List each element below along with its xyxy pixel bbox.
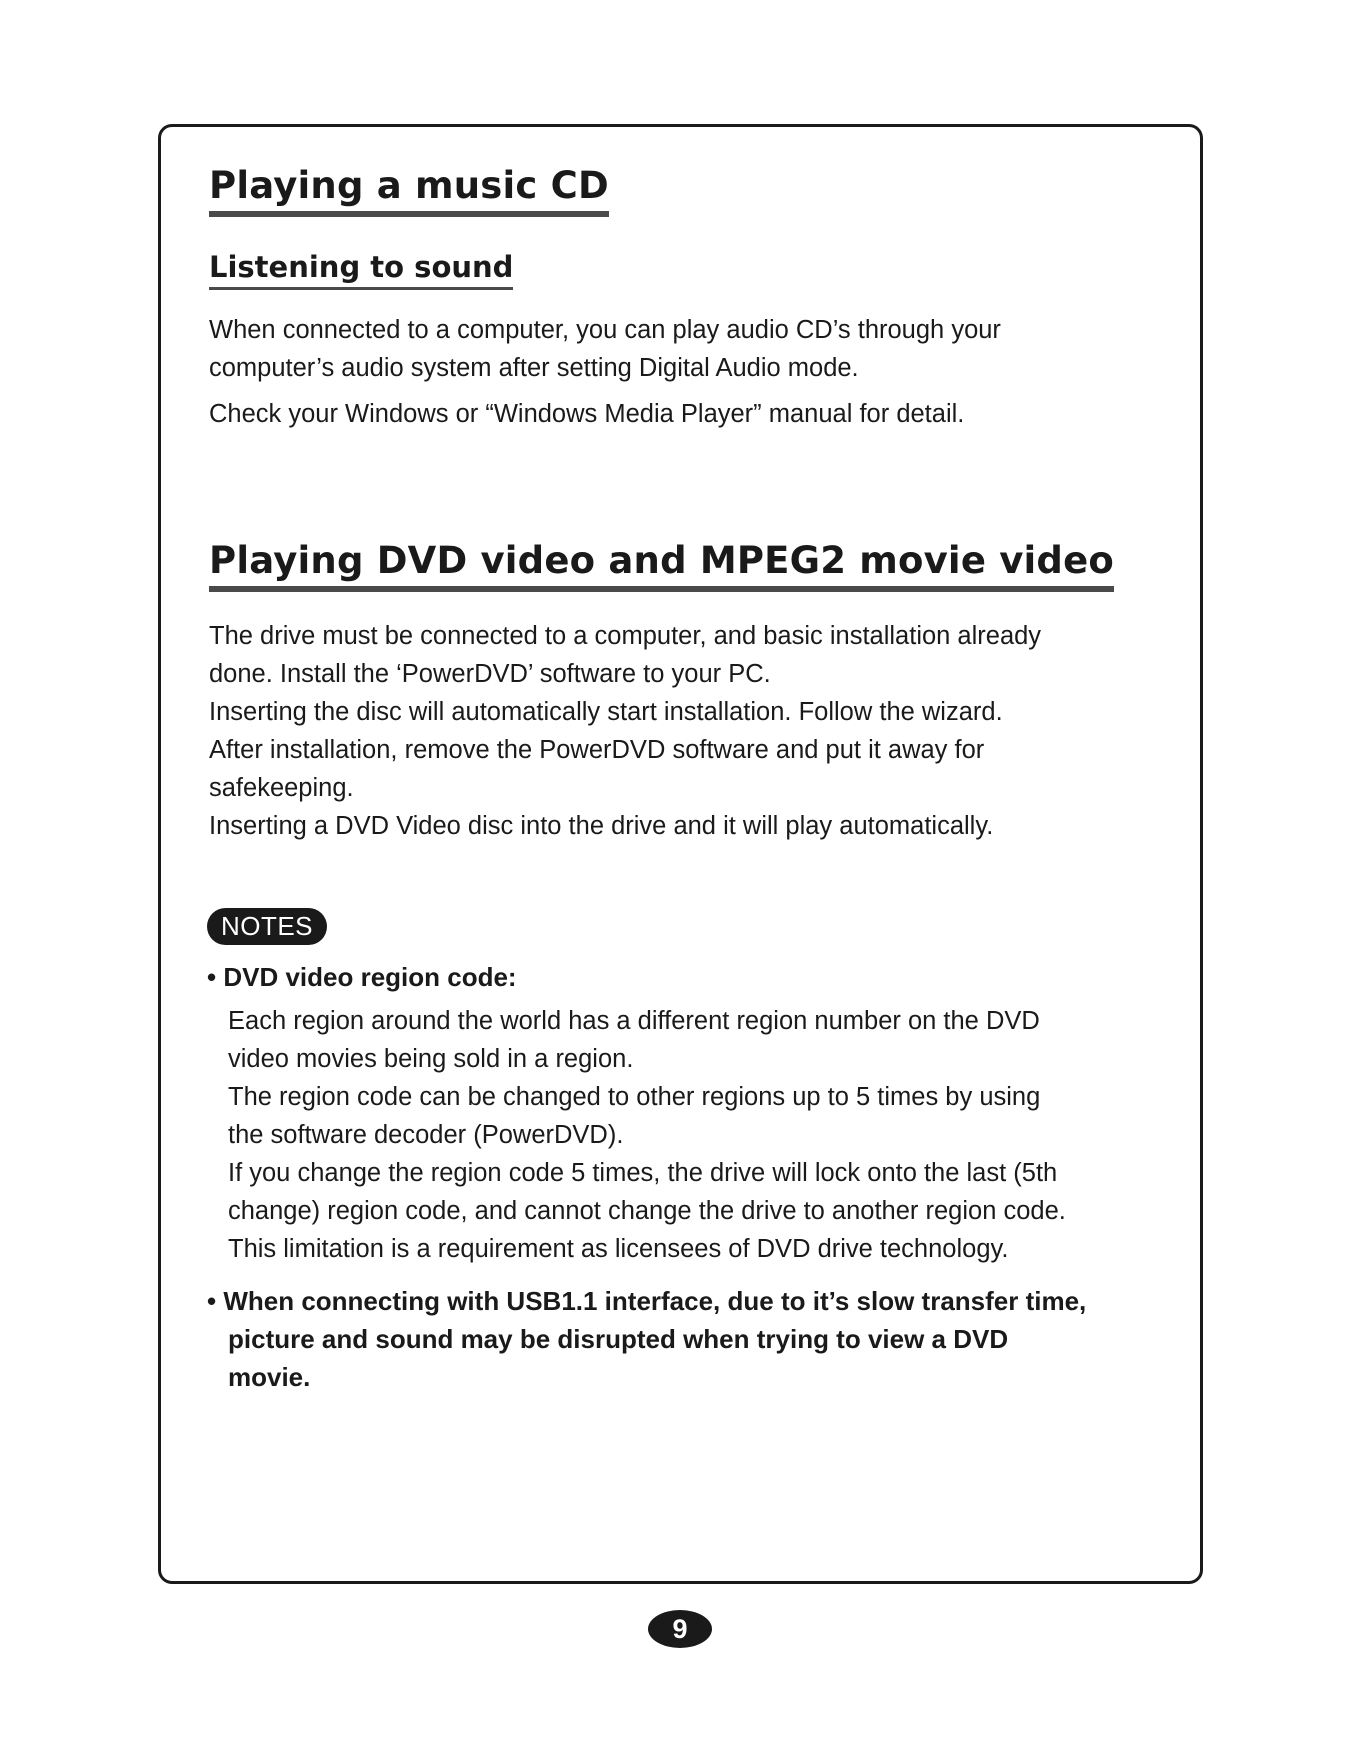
note1-line-3: The region code can be changed to other regions up to 5 times by using — [228, 1083, 1041, 1111]
note1-line-2: video movies being sold in a region. — [228, 1045, 634, 1073]
section2-line-3: Inserting the disc will automatically start installation. Follow the wizard. — [209, 698, 1003, 726]
section2-line-5: safekeeping. — [209, 774, 354, 802]
section-title-dvd-video: Playing DVD video and MPEG2 movie video — [209, 541, 1114, 592]
section2-line-6: Inserting a DVD Video disc into the drive and it will play automatically. — [209, 812, 994, 840]
note2-line-1: • When connecting with USB1.1 interface, due to it’s slow transfer time, — [207, 1286, 1087, 1316]
note1-line-6: change) region code, and cannot change the drive to another region code. — [228, 1197, 1066, 1225]
note-region-code-heading: • DVD video region code: — [207, 962, 517, 992]
section2-line-1: The drive must be connected to a computer, and basic installation already — [209, 622, 1042, 650]
note1-line-4: the software decoder (PowerDVD). — [228, 1121, 624, 1149]
section2-line-2: done. Install the ‘PowerDVD’ software to your PC. — [209, 660, 771, 688]
note1-line-5: If you change the region code 5 times, the drive will lock onto the last (5th — [228, 1159, 1058, 1187]
note-usb-warning — [207, 1282, 1086, 1396]
section2-line-4: After installation, remove the PowerDVD software and put it away for — [209, 736, 985, 764]
page-number: 9 — [648, 1610, 712, 1648]
note1-line-7: This limitation is a requirement as licensees of DVD drive technology. — [228, 1235, 1009, 1263]
subsection-title-listening: Listening to sound — [209, 252, 513, 290]
note2-line-2: picture and sound may be disrupted when trying to view a DVD — [228, 1324, 1009, 1354]
section-title-music-cd: Playing a music CD — [209, 166, 609, 217]
notes-badge: NOTES — [207, 908, 327, 945]
section1-line-1: When connected to a computer, you can play audio CD’s through your — [209, 316, 1001, 344]
note1-line-1: Each region around the world has a different region number on the DVD — [228, 1007, 1040, 1035]
section1-line-3: Check your Windows or “Windows Media Player” manual for detail. — [209, 400, 965, 428]
note2-line-3: movie. — [228, 1362, 311, 1392]
section1-line-2: computer’s audio system after setting Digital Audio mode. — [209, 354, 859, 382]
